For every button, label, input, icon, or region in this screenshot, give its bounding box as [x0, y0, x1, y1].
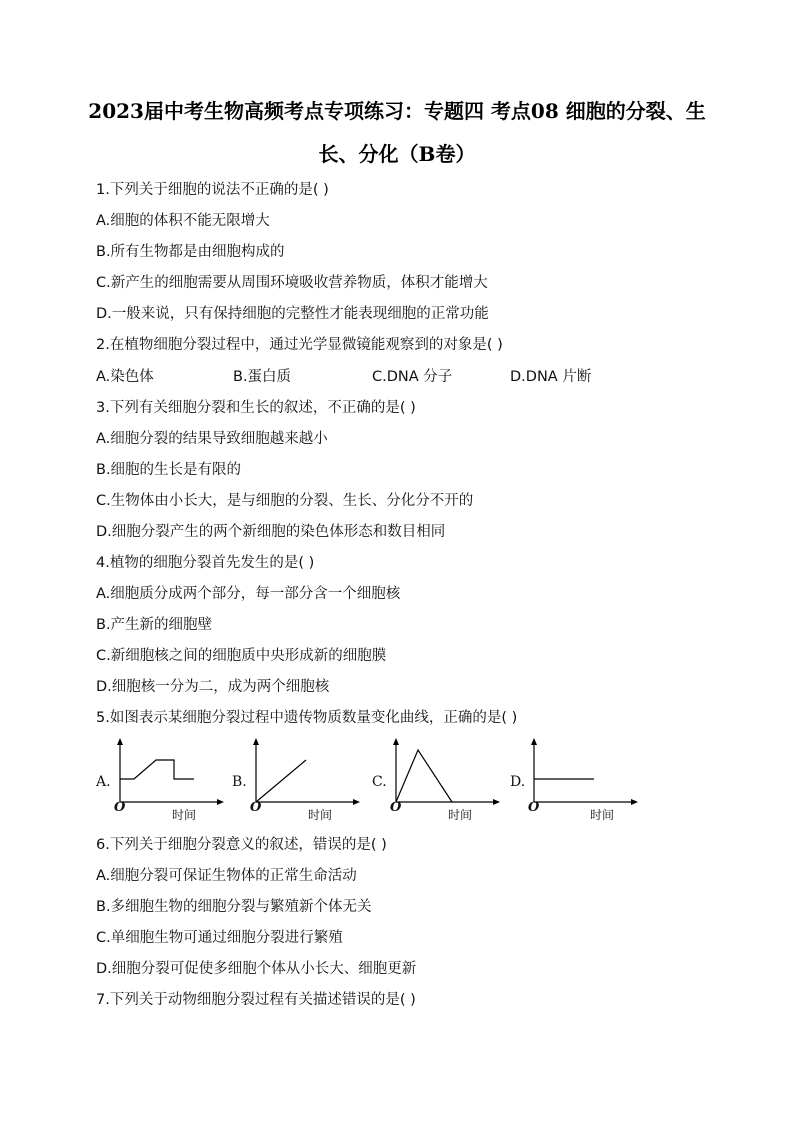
question-2-stem: 2.在植物细胞分裂过程中，通过光学显微镜能观察到的对象是( ): [96, 337, 503, 353]
graph-a-y-arrow: [117, 738, 123, 745]
graph-c-label: C.: [372, 774, 387, 790]
question-1-stem: 1.下列关于细胞的说法不正确的是( ): [96, 182, 329, 198]
document-title-line-1: 2023届中考生物高频考点专项练习：专题四 考点08 细胞的分裂、生: [88, 99, 706, 123]
graph-a-x-label: 时间: [172, 808, 197, 822]
question-3-option-a: A.细胞分裂的结果导致细胞越来越小: [96, 431, 328, 447]
question-3-option-d: D.细胞分裂产生的两个新细胞的染色体形态和数目相同: [96, 524, 446, 540]
graph-c-x-arrow: [493, 799, 500, 805]
graph-a: [96, 738, 236, 824]
question-2-option-d: D.DNA 片断: [510, 369, 592, 385]
graph-d: [510, 738, 650, 824]
question-5-stem: 5.如图表示某细胞分裂过程中遗传物质数量变化曲线，正确的是( ): [96, 710, 518, 726]
question-3-stem: 3.下列有关细胞分裂和生长的叙述，不正确的是( ): [96, 400, 416, 416]
graph-c-x-label: 时间: [448, 808, 473, 822]
graph-c: [372, 738, 512, 824]
graph-d-x-arrow: [631, 799, 638, 805]
question-1-option-b: B.所有生物都是由细胞构成的: [96, 244, 285, 260]
graph-d-label: D.: [510, 774, 526, 790]
graph-d-y-arrow: [531, 738, 537, 745]
question-2-option-a: A.染色体: [96, 369, 154, 385]
graph-c-y-arrow: [393, 738, 399, 745]
question-2-option-b: B.蛋白质: [233, 369, 292, 385]
question-4-stem: 4.植物的细胞分裂首先发生的是( ): [96, 555, 315, 571]
graph-b-origin: O: [250, 800, 262, 815]
graph-a-curve: [120, 760, 194, 779]
document-title-line-2: 长、分化（B卷）: [318, 142, 476, 166]
question-1-option-d: D.一般来说，只有保持细胞的完整性才能表现细胞的正常功能: [96, 306, 489, 322]
question-6-option-a: A.细胞分裂可保证生物体的正常生命活动: [96, 868, 357, 884]
graph-b-y-arrow: [253, 738, 259, 745]
question-6-option-c: C.单细胞生物可通过细胞分裂进行繁殖: [96, 930, 343, 946]
graph-b-x-arrow: [353, 799, 360, 805]
graph-b: [232, 738, 372, 824]
graph-d-x-label: 时间: [590, 808, 615, 822]
question-4-option-c: C.新细胞核之间的细胞质中央形成新的细胞膜: [96, 648, 387, 664]
graph-a-label: A.: [96, 774, 111, 790]
question-4-option-b: B.产生新的细胞壁: [96, 617, 213, 633]
graph-d-origin: O: [528, 800, 540, 815]
question-3-option-c: C.生物体由小长大，是与细胞的分裂、生长、分化分不开的: [96, 493, 474, 509]
graph-b-x-label: 时间: [308, 808, 333, 822]
graph-a-origin: O: [114, 800, 126, 815]
question-6-stem: 6.下列关于细胞分裂意义的叙述，错误的是( ): [96, 837, 387, 853]
question-7-stem: 7.下列关于动物细胞分裂过程有关描述错误的是( ): [96, 992, 416, 1008]
graph-c-curve: [396, 750, 452, 802]
question-6-option-d: D.细胞分裂可促使多细胞个体从小长大、细胞更新: [96, 961, 417, 977]
graph-b-curve: [256, 760, 306, 802]
question-1-option-c: C.新产生的细胞需要从周围环境吸收营养物质，体积才能增大: [96, 275, 488, 291]
question-1-option-a: A.细胞的体积不能无限增大: [96, 213, 270, 229]
question-2-option-c: C.DNA 分子: [372, 369, 453, 385]
question-4-option-d: D.细胞核一分为二，成为两个细胞核: [96, 679, 330, 695]
question-4-option-a: A.细胞质分成两个部分，每一部分含一个细胞核: [96, 586, 401, 602]
graph-a-x-arrow: [217, 799, 224, 805]
graph-b-label: B.: [232, 774, 247, 790]
question-6-option-b: B.多细胞生物的细胞分裂与繁殖新个体无关: [96, 899, 372, 915]
question-3-option-b: B.细胞的生长是有限的: [96, 462, 242, 478]
graph-c-origin: O: [390, 800, 402, 815]
